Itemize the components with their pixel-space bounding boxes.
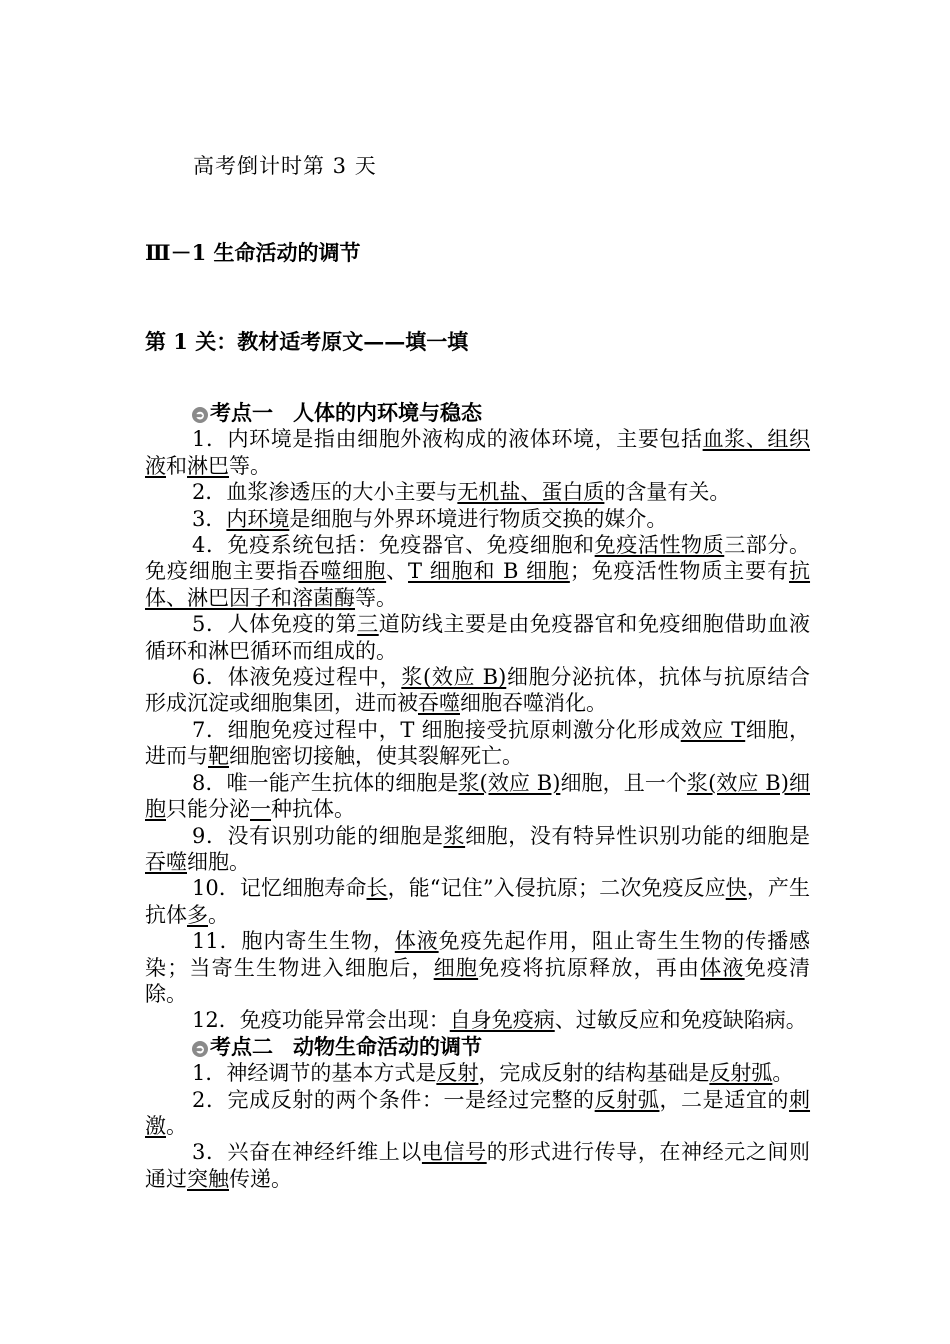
kp-label: 考点二 — [210, 1033, 273, 1059]
list-item — [145, 717, 810, 770]
answer-blank: 血浆、组织液 — [145, 427, 811, 478]
item-text: 种抗体。 — [271, 797, 355, 822]
answer-blank: 细胞 — [433, 955, 479, 980]
arrow-circle-icon: ➲ — [192, 1041, 208, 1057]
item-text: 只能分泌 — [166, 797, 250, 822]
item-text: 8．唯一能产生抗体的细胞是 — [192, 770, 459, 795]
item-text: 的形式进行传导，在神经元之间则通过 — [145, 1140, 810, 1191]
item-text: 细胞，没有特异性识别功能的细胞是 — [465, 823, 810, 848]
answer-blank: 靶 — [208, 744, 229, 769]
item-text: ，完成反射的结构基础是 — [478, 1061, 710, 1086]
answer-blank: 吞噬细胞 — [298, 559, 387, 584]
item-text: 细胞，且一个 — [560, 770, 687, 795]
item-text: ，能“记住”入侵抗原；二次免疫反应 — [387, 876, 726, 901]
answer-blank: 吞噬 — [145, 849, 187, 874]
item-text: 11．胞内寄生生物， — [192, 929, 395, 954]
answer-blank: 浆(效应 B) — [401, 665, 507, 690]
list-item — [145, 1087, 810, 1140]
item-text: 和 — [166, 453, 187, 478]
item-text: 9．没有识别功能的细胞是 — [192, 823, 444, 848]
answer-blank: 长 — [366, 876, 388, 901]
answer-blank: 刺激 — [145, 1087, 811, 1138]
item-text: 细胞。 — [187, 849, 250, 874]
item-text: 12．免疫功能异常会出现： — [192, 1008, 450, 1033]
item-text: 等。 — [229, 453, 271, 478]
answer-blank: 反射 — [436, 1061, 479, 1086]
item-text: 、 — [386, 559, 409, 584]
list-item — [145, 532, 810, 611]
answer-blank: 浆(效应 B)细胞 — [145, 770, 810, 822]
item-text: 3．兴奋在神经纤维上以 — [192, 1140, 422, 1165]
kp2-item-list — [145, 1060, 810, 1192]
item-text: 。 — [166, 1113, 187, 1138]
item-text: 等。 — [355, 585, 397, 610]
list-item — [145, 823, 810, 876]
item-text: 7．细胞免疫过程中，T 细胞接受抗原刺激分化形成 — [192, 717, 681, 742]
item-text: 的含量有关。 — [604, 480, 731, 505]
answer-blank: 体液 — [394, 929, 439, 954]
answer-blank: 突触 — [187, 1166, 229, 1191]
item-text: 、过敏反应和免疫缺陷病。 — [554, 1008, 807, 1033]
item-text: 。 — [208, 902, 229, 927]
item-text: 细胞吞噬消化。 — [460, 691, 607, 716]
item-text: 道防线主要是由免疫器官和免疫细胞借助血液循环和淋巴循环而组成的。 — [145, 612, 810, 663]
item-text: 是细胞与外界环境进行物质交换的媒介。 — [289, 506, 668, 531]
answer-blank: 反射弧 — [709, 1061, 773, 1086]
answer-blank: 内环境 — [226, 506, 290, 531]
answer-blank: 浆(效应 B) — [458, 770, 561, 795]
stage-title: 第 1 关：教材适考原文——填一填 — [145, 329, 469, 354]
section-title: Ⅲ－1 生命活动的调节 — [145, 240, 361, 265]
answer-blank: 多 — [187, 902, 208, 927]
answer-blank: 淋巴 — [187, 453, 229, 478]
list-item — [145, 928, 810, 1007]
knowledge-point-heading-1 — [145, 400, 810, 426]
answer-blank: 效应 T — [680, 717, 746, 742]
countdown-heading: 高考倒计时第 3 天 — [193, 154, 377, 178]
item-text: 1．内环境是指由细胞外液构成的液体环境，主要包括 — [192, 427, 703, 452]
list-item — [145, 1060, 810, 1086]
kp-label: 考点一 — [210, 400, 273, 425]
list-item — [145, 426, 810, 479]
list-item — [145, 1007, 810, 1033]
list-item — [145, 664, 810, 717]
content-body — [145, 400, 810, 1192]
item-text: 2．血浆渗透压的大小主要与 — [192, 480, 458, 505]
kp-title: 人体的内环境与稳态 — [293, 400, 482, 425]
item-text: ；免疫活性物质主要有 — [569, 559, 790, 584]
item-text: 免疫清除。 — [145, 955, 811, 1006]
list-item — [145, 611, 810, 664]
item-text: 2．完成反射的两个条件：一是经过完整的 — [192, 1087, 595, 1112]
answer-blank: 免疫活性物质 — [594, 533, 725, 558]
item-text: 细胞分泌抗体，抗体与抗原结合形成沉淀或细胞集团，进而被 — [145, 665, 810, 716]
item-text: 三部分。免疫细胞主要指 — [145, 533, 811, 584]
answer-blank: 体液 — [700, 955, 745, 980]
item-text: 3． — [192, 506, 227, 531]
answer-blank: T 细胞和 B 细胞 — [408, 559, 570, 584]
list-item — [145, 479, 810, 505]
list-item — [145, 875, 810, 928]
list-item — [145, 770, 810, 823]
item-text: ，产生抗体 — [145, 876, 811, 927]
list-item — [145, 1139, 810, 1192]
answer-blank: 一 — [250, 797, 271, 822]
item-text: 传递。 — [229, 1166, 292, 1191]
answer-blank: 浆 — [443, 823, 466, 848]
kp-title: 动物生命活动的调节 — [293, 1033, 482, 1059]
answer-blank: 反射弧 — [594, 1087, 660, 1112]
item-text: 细胞，进而与 — [145, 717, 810, 769]
answer-blank: 抗体、淋巴因子和溶菌酶 — [145, 559, 811, 610]
arrow-circle-icon: ➲ — [192, 407, 208, 423]
item-text: 细胞密切接触，使其裂解死亡。 — [229, 744, 523, 769]
item-text: 免疫将抗原释放，再由 — [478, 955, 701, 980]
item-text: 。 — [772, 1061, 794, 1086]
kp1-item-list — [145, 426, 810, 1033]
answer-blank: 三 — [357, 612, 379, 637]
item-text: 4．免疫系统包括：免疫器官、免疫细胞和 — [192, 533, 595, 558]
answer-blank: 自身免疫病 — [449, 1008, 555, 1033]
item-text: 5．人体免疫的第 — [192, 612, 358, 637]
knowledge-point-heading-2 — [145, 1034, 810, 1060]
item-text: ，二是适宜的 — [659, 1087, 790, 1112]
answer-blank: 无机盐、蛋白质 — [457, 480, 605, 505]
item-text: 6．体液免疫过程中， — [192, 665, 402, 690]
answer-blank: 快 — [725, 876, 747, 901]
answer-blank: 电信号 — [421, 1140, 487, 1165]
list-item — [145, 506, 810, 532]
item-text: 免疫先起作用，阻止寄生生物的传播感染；当寄生生物进入细胞后， — [145, 929, 811, 980]
item-text: 1．神经调节的基本方式是 — [192, 1061, 437, 1086]
item-text: 10．记忆细胞寿命 — [192, 876, 367, 901]
answer-blank: 吞噬 — [418, 691, 460, 716]
